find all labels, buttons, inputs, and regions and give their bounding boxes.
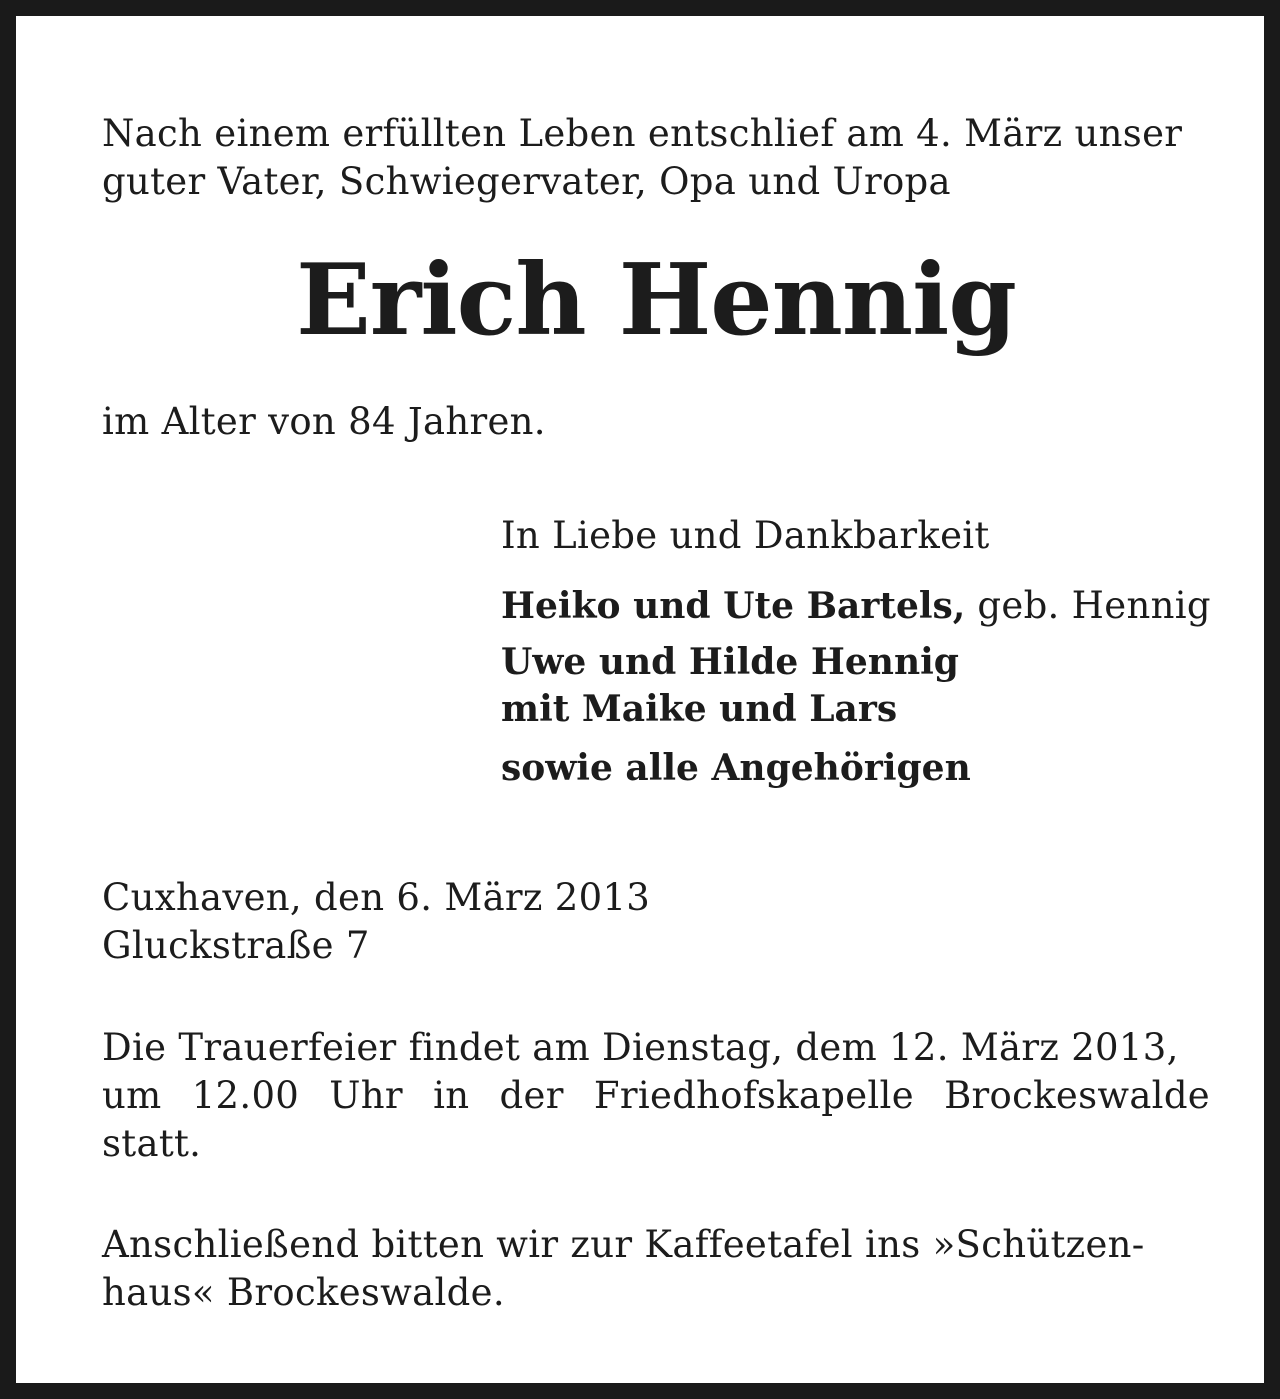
mourner-maiden-name: geb. Hennig <box>965 584 1211 627</box>
address: Gluckstraße 7 <box>102 924 370 967</box>
reception-line-2: haus« Brockeswalde. <box>102 1271 505 1314</box>
mourner-name: Heiko und Ute Bartels, <box>501 585 966 627</box>
age-line: im Alter von 84 Jahren. <box>102 400 546 443</box>
reception-line-1: Anschließend bitten wir zur Kaffeetafel ins »Schützen- <box>102 1223 1145 1266</box>
mourner-line <box>501 581 1211 631</box>
funeral-line-3: statt. <box>102 1122 202 1165</box>
mourner-line: Uwe und Hilde Hennig <box>501 641 959 683</box>
funeral-line-2: um 12.00 Uhr in der Friedhofskapelle Brockeswalde <box>102 1074 1210 1117</box>
funeral-line-1: Die Trauerfeier findet am Dienstag, dem 12. März 2013, <box>102 1026 1179 1069</box>
deceased-name: Erich Hennig <box>296 243 1016 358</box>
sign-off: In Liebe und Dankbarkeit <box>501 514 990 557</box>
mourner-line: mit Maike und Lars <box>501 688 898 730</box>
mourner-line: sowie alle Angehörigen <box>501 747 971 789</box>
intro-line-1: Nach einem erfüllten Leben entschlief am 4. März unser <box>102 112 1183 155</box>
intro-line-2: guter Vater, Schwiegervater, Opa und Uropa <box>102 160 951 203</box>
place-date: Cuxhaven, den 6. März 2013 <box>102 876 651 919</box>
